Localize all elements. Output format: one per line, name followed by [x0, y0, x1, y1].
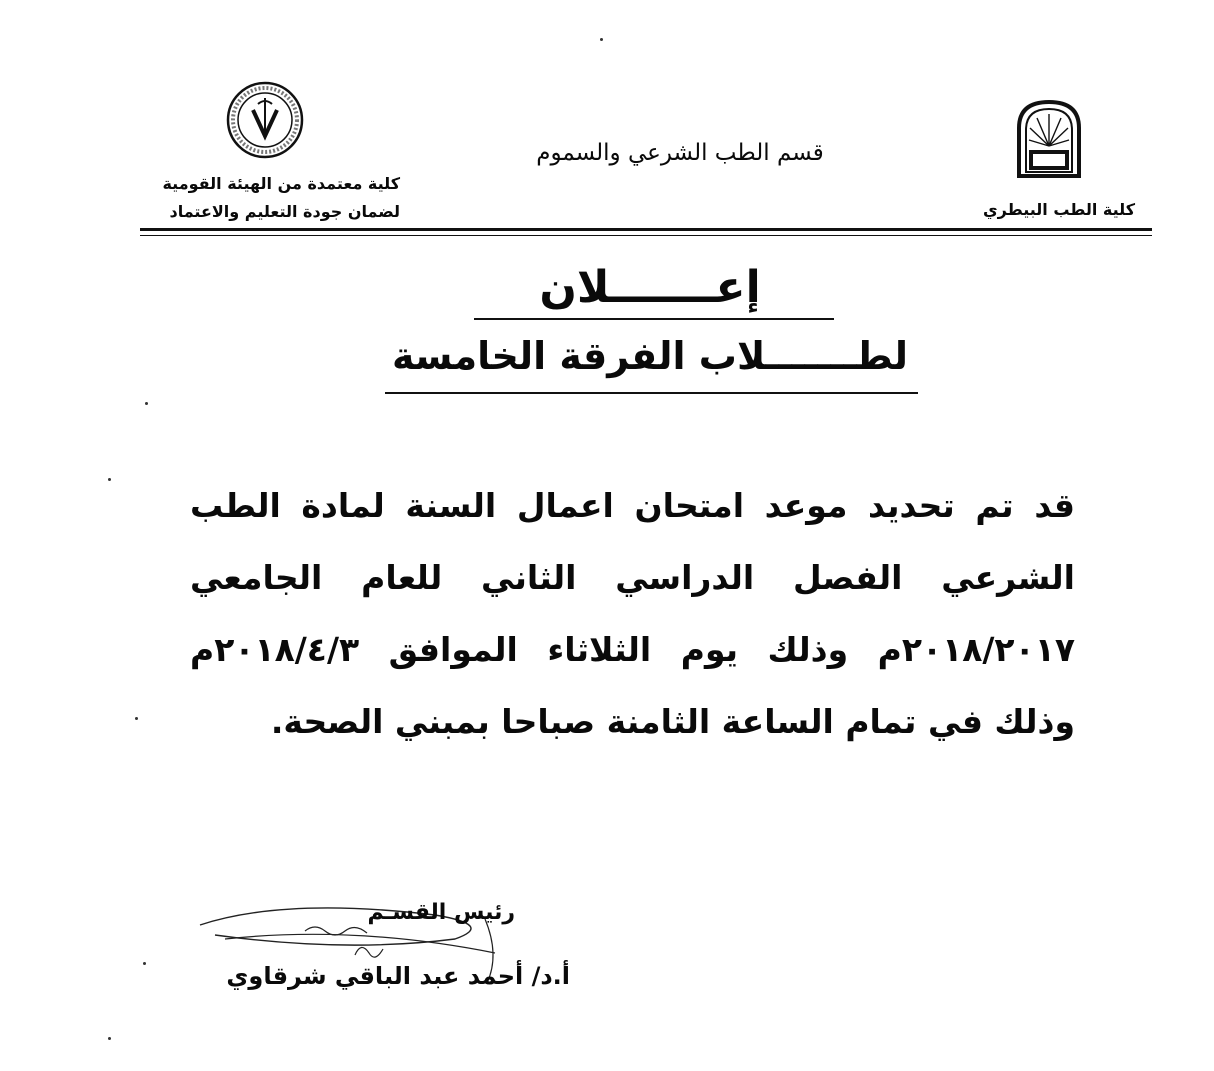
faculty-name: كلية الطب البيطري [983, 200, 1135, 219]
scan-speck [108, 478, 111, 481]
title-underline [474, 318, 834, 320]
scan-speck [135, 717, 138, 720]
announcement-title: إعـــــــلان [539, 262, 761, 313]
accreditation-line-1: كلية معتمدة من الهيئة القومية [162, 174, 400, 193]
announcement-body: قد تم تحديد موعد امتحان اعمال السنة لمادة الطب الشرعي الفصل الدراسي الثاني للعام الجامعي ٢٠١٨/٢٠١٧م وذلك يوم الثلاثاء الموافق ٢٠١٨/٤/٣م وذلك في تمام الساعة الثامنة صباحا بمبني الصحة. [190, 486, 1075, 741]
header-rule-thin [140, 235, 1152, 236]
subtitle-underline [385, 392, 918, 394]
accreditation-text [120, 170, 400, 226]
announcement-subtitle: لطـــــــلاب الفرقة الخامسة [391, 334, 909, 378]
scan-speck [600, 38, 603, 41]
signature-title: رئيس القسـم [367, 900, 515, 925]
accreditation-line-2: لضمان جودة التعليم والاعتماد [169, 202, 400, 221]
signatory-name: أ.د/ أحمد عبد الباقي شرقاوي [226, 962, 570, 990]
scan-speck [108, 1037, 111, 1040]
department-name: قسم الطب الشرعي والسموم [536, 140, 824, 166]
scan-speck [143, 962, 146, 965]
faculty-seal-icon [225, 80, 305, 160]
header-rule-thick [140, 228, 1152, 231]
scan-speck [145, 402, 148, 405]
university-logo-icon [1015, 98, 1083, 178]
